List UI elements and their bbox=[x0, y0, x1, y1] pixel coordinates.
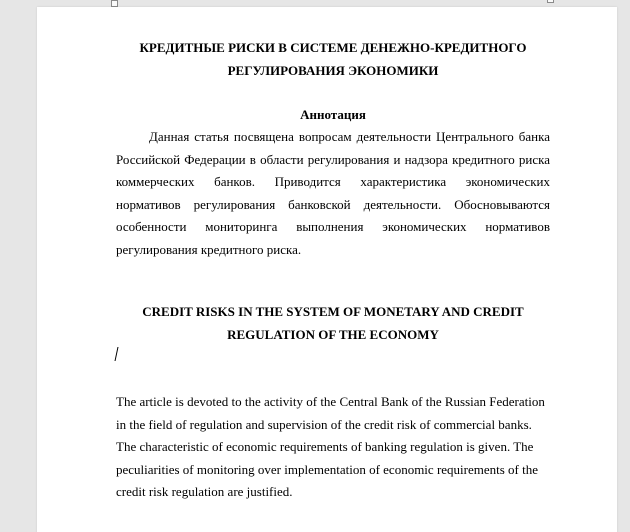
english-abstract-line-2: in the field of regulation and supervision of the credit risk of commercial banks. bbox=[116, 416, 532, 432]
english-abstract-line-4: peculiarities of monitoring over implementation of economic requirements of the bbox=[116, 461, 539, 477]
text-cursor bbox=[115, 347, 120, 361]
english-abstract-line-1: The article is devoted to the activity of the Central Bank of the Russian Federation bbox=[116, 394, 545, 409]
resize-handle-left[interactable] bbox=[111, 0, 118, 7]
english-abstract bbox=[116, 391, 550, 504]
english-title bbox=[116, 300, 550, 346]
annotation-body: Данная статья посвящена вопросам деятельности Центрального банка Российской Федерации в области регулирования и надзора кредитного риска коммерческих банков. Приводится характеристика экономических нормативов регулирования банковской деятельности. Обосновываются особенности мониторинга выполнения экономических нормативов регулирования кредитного риска. bbox=[116, 129, 550, 257]
resize-handle-right[interactable] bbox=[547, 0, 554, 3]
document-page[interactable] bbox=[37, 7, 617, 532]
english-title-line-2: REGULATION OF THE ECONOMY bbox=[227, 327, 439, 342]
english-title-line-1: CREDIT RISKS IN THE SYSTEM OF MONETARY AND CREDIT bbox=[142, 304, 524, 319]
russian-title bbox=[116, 36, 550, 82]
annotation-heading: Аннотация bbox=[300, 107, 366, 122]
russian-title-line-2: РЕГУЛИРОВАНИЯ ЭКОНОМИКИ bbox=[227, 63, 439, 78]
english-abstract-line-3: The characteristic of economic requirements of banking regulation is given. The bbox=[116, 439, 534, 455]
russian-title-line-1: КРЕДИТНЫЕ РИСКИ В СИСТЕМЕ ДЕНЕЖНО-КРЕДИТНОГО bbox=[139, 40, 527, 55]
english-abstract-line-5: credit risk regulation are justified. bbox=[116, 484, 293, 500]
